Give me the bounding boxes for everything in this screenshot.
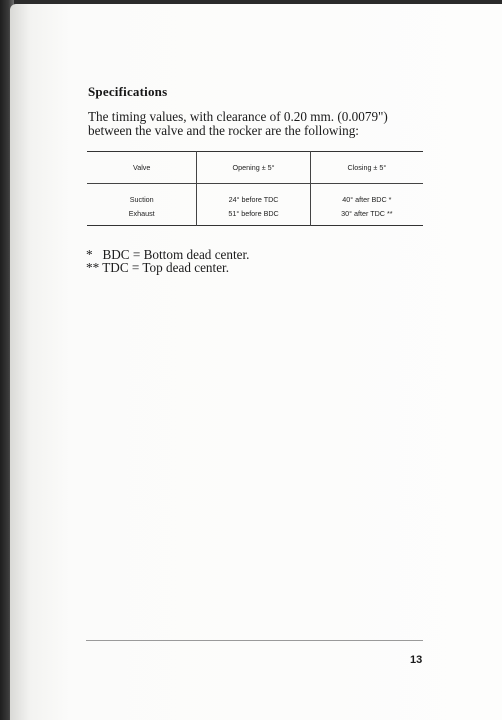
intro-line-1: The timing values, with clearance of 0.20 mm. (0.0079") [88, 109, 388, 124]
cell-opening: 51° before BDC [197, 206, 310, 226]
footer-divider [86, 640, 423, 641]
header-valve: Valve [87, 152, 197, 184]
cell-valve: Suction [129, 194, 154, 204]
cell-valve: Exhaust [128, 208, 155, 218]
intro-line-2: between the valve and the rocker are the following: [88, 123, 359, 138]
table-row-exhaust [87, 206, 423, 226]
footnote-text: TDC = Top dead center. [102, 260, 230, 275]
footnote-mark: ** [86, 260, 100, 275]
valve-timing-table [87, 151, 423, 226]
footnote-mark: * [86, 247, 93, 262]
cell-closing: 30° after TDC ** [310, 206, 423, 226]
header-closing: Closing ± 5° [310, 152, 423, 184]
footnote-text: BDC = Bottom dead center. [102, 247, 250, 262]
page-number: 13 [410, 654, 423, 666]
cell-opening: 24° before TDC [197, 184, 310, 207]
cell-closing: 40° after BDC * [310, 184, 423, 207]
table-row-suction [87, 184, 423, 207]
intro-paragraph [88, 110, 428, 138]
footnotes [86, 248, 249, 274]
section-heading: Specifications [88, 84, 168, 99]
table-header-row [87, 152, 423, 184]
footnote-tdc [86, 261, 249, 274]
header-opening: Opening ± 5° [197, 152, 310, 184]
